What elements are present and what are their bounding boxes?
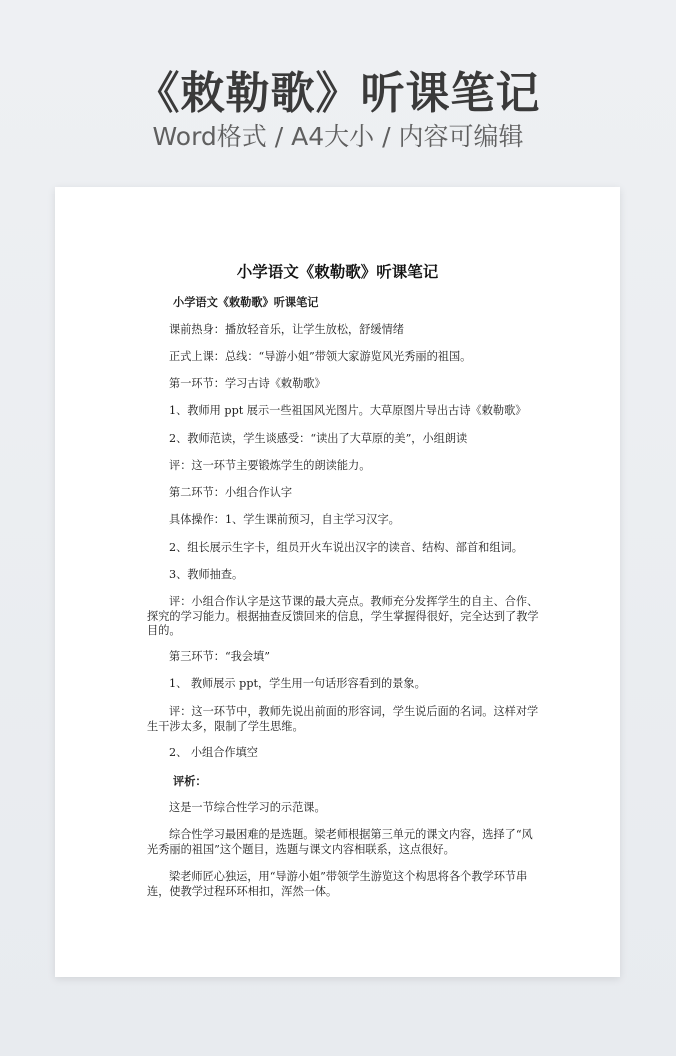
banner-subtitle: Word格式 / A4大小 / 内容可编辑 xyxy=(152,122,524,151)
paragraph: 1、 教师展示 ppt，学生用一句话形容看到的景象。 xyxy=(169,677,426,690)
paragraph: 这是一节综合性学习的示范课。 xyxy=(169,801,326,814)
document-title: 小学语文《敕勒歌》听课笔记 xyxy=(236,262,439,281)
banner-title: 《敕勒歌》听课笔记 xyxy=(135,68,541,119)
paragraph: 2、 小组合作填空 xyxy=(169,746,258,759)
paragraph: 正式上课：总线：“导游小姐”带领大家游览风光秀丽的祖国。 xyxy=(169,350,472,363)
paragraph: 第二环节：小组合作认字 xyxy=(169,486,293,499)
paragraph-subtitle: 小学语文《敕勒歌》听课笔记 xyxy=(173,295,319,309)
paragraph: 梁老师匠心独运，用“导游小姐”带领学生游览这个构思将各个教学环节串连，使教学过程环环相扣，浑然一体。 xyxy=(147,870,528,898)
paragraph: 评：这一环节中，教师先说出前面的形容词，学生说后面的名词。这样对学生干涉太多，限制了学生思维。 xyxy=(147,705,539,733)
paragraph-heading: 评析： xyxy=(173,774,207,788)
paragraph: 综合性学习最困难的是选题。梁老师根据第三单元的课文内容，选择了“风光秀丽的祖国”这个题目，选题与课文内容相联系，这点很好。 xyxy=(147,828,533,856)
paragraph: 第一环节：学习古诗《敕勒歌》 xyxy=(169,377,326,390)
paragraph: 课前热身：播放轻音乐，让学生放松，舒缓情绪 xyxy=(169,323,404,336)
paragraph: 2、教师范读，学生谈感受：“读出了大草原的美”，小组朗读 xyxy=(169,432,468,445)
paragraph: 具体操作：1、学生课前预习，自主学习汉字。 xyxy=(169,513,400,526)
paragraph: 第三环节：“我会填” xyxy=(169,650,270,663)
paragraph: 评：这一环节主要锻炼学生的朗读能力。 xyxy=(169,459,371,472)
paragraph: 评：小组合作认字是这节课的最大亮点。教师充分发挥学生的自主、合作、探究的学习能力。根据抽查反馈回来的信息，学生掌握得很好，完全达到了教学目的。 xyxy=(147,595,539,637)
document-page xyxy=(55,187,620,977)
paragraph: 1、教师用 ppt 展示一些祖国风光图片。大草原图片导出古诗《敕勒歌》 xyxy=(169,404,527,417)
paragraph: 2、组长展示生字卡，组员开火车说出汉字的读音、结构、部首和组词。 xyxy=(169,541,523,554)
paragraph: 3、教师抽查。 xyxy=(169,568,244,581)
